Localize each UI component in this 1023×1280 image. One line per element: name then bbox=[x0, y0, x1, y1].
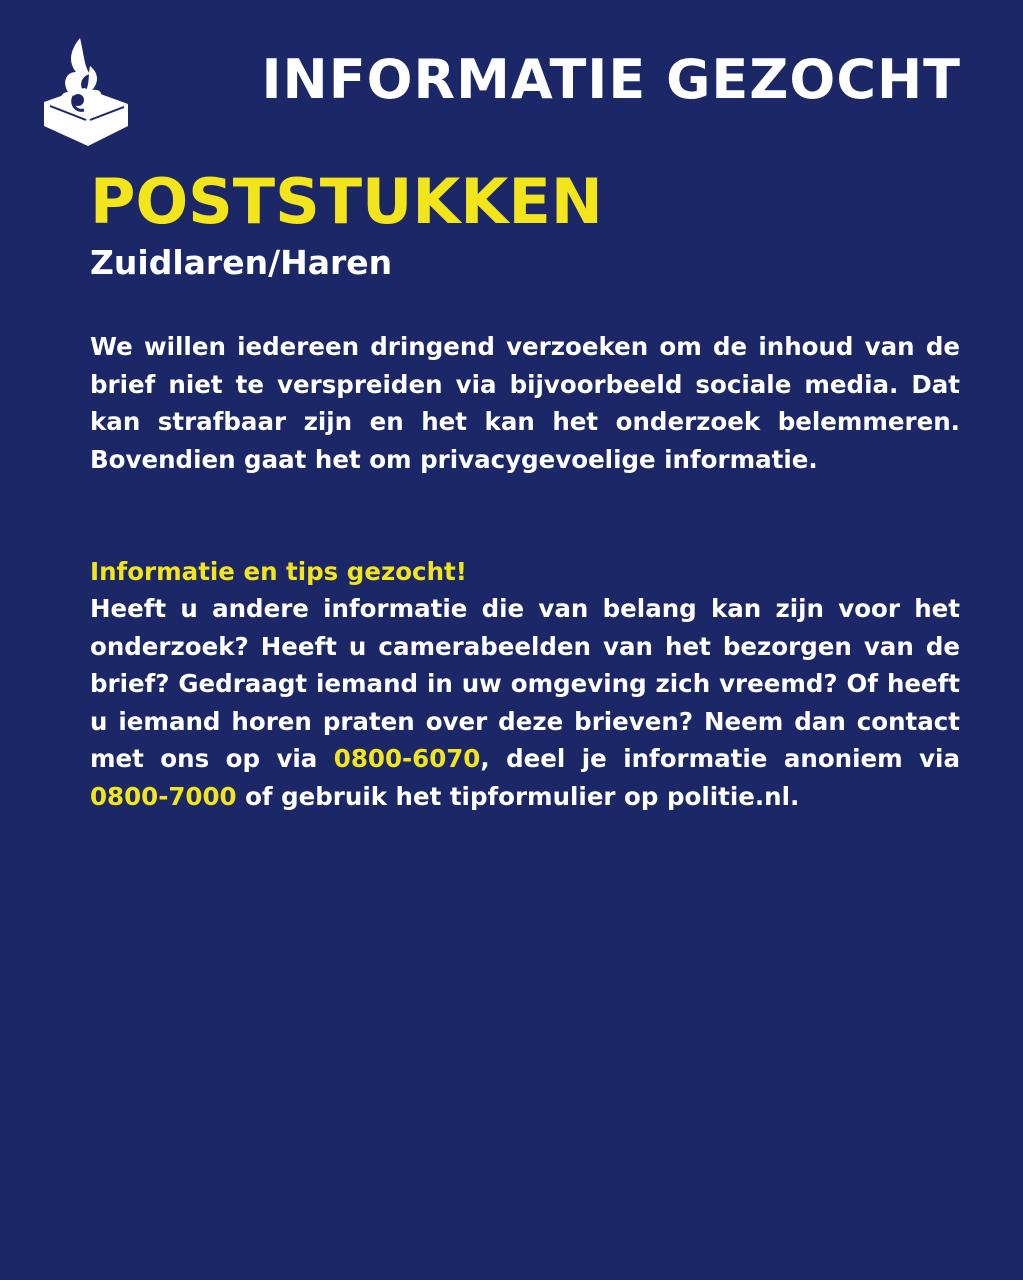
tips-text-part-3: of gebruik het tipformulier op politie.nl. bbox=[236, 781, 800, 811]
phone-number-contact[interactable]: 0800-6070 bbox=[333, 744, 481, 773]
police-flame-emblem-icon bbox=[40, 36, 132, 148]
location-subtitle: Zuidlaren/Haren bbox=[90, 243, 393, 282]
tips-text-part-2: , deel je informatie anoniem via bbox=[480, 744, 960, 773]
page-title: POSTSTUKKEN bbox=[90, 165, 603, 238]
intro-paragraph: We willen iedereen dringend verzoeken om de inhoud van de brief niet te verspreiden via bijvoorbeeld sociale media. Dat kan strafbaar zijn en het kan het onderzoek belemmeren. Bovendien gaat het om privacygevoelige informatie. bbox=[90, 332, 960, 474]
tips-heading: Informatie en tips gezocht! bbox=[90, 557, 467, 586]
tips-text-part-1: Heeft u andere informatie die van belang kan zijn voor het onderzoek? Heeft u camerabeelden van het bezorgen van de brief? Gedraagt iemand in uw omgeving zich vreemd? Of heeft u iemand horen praten over deze brieven? Neem dan contact met ons op via bbox=[90, 594, 960, 773]
phone-number-anonymous[interactable]: 0800-7000 bbox=[90, 781, 237, 811]
header-title: INFORMATIE GEZOCHT bbox=[261, 48, 961, 111]
tips-paragraph bbox=[90, 590, 960, 815]
